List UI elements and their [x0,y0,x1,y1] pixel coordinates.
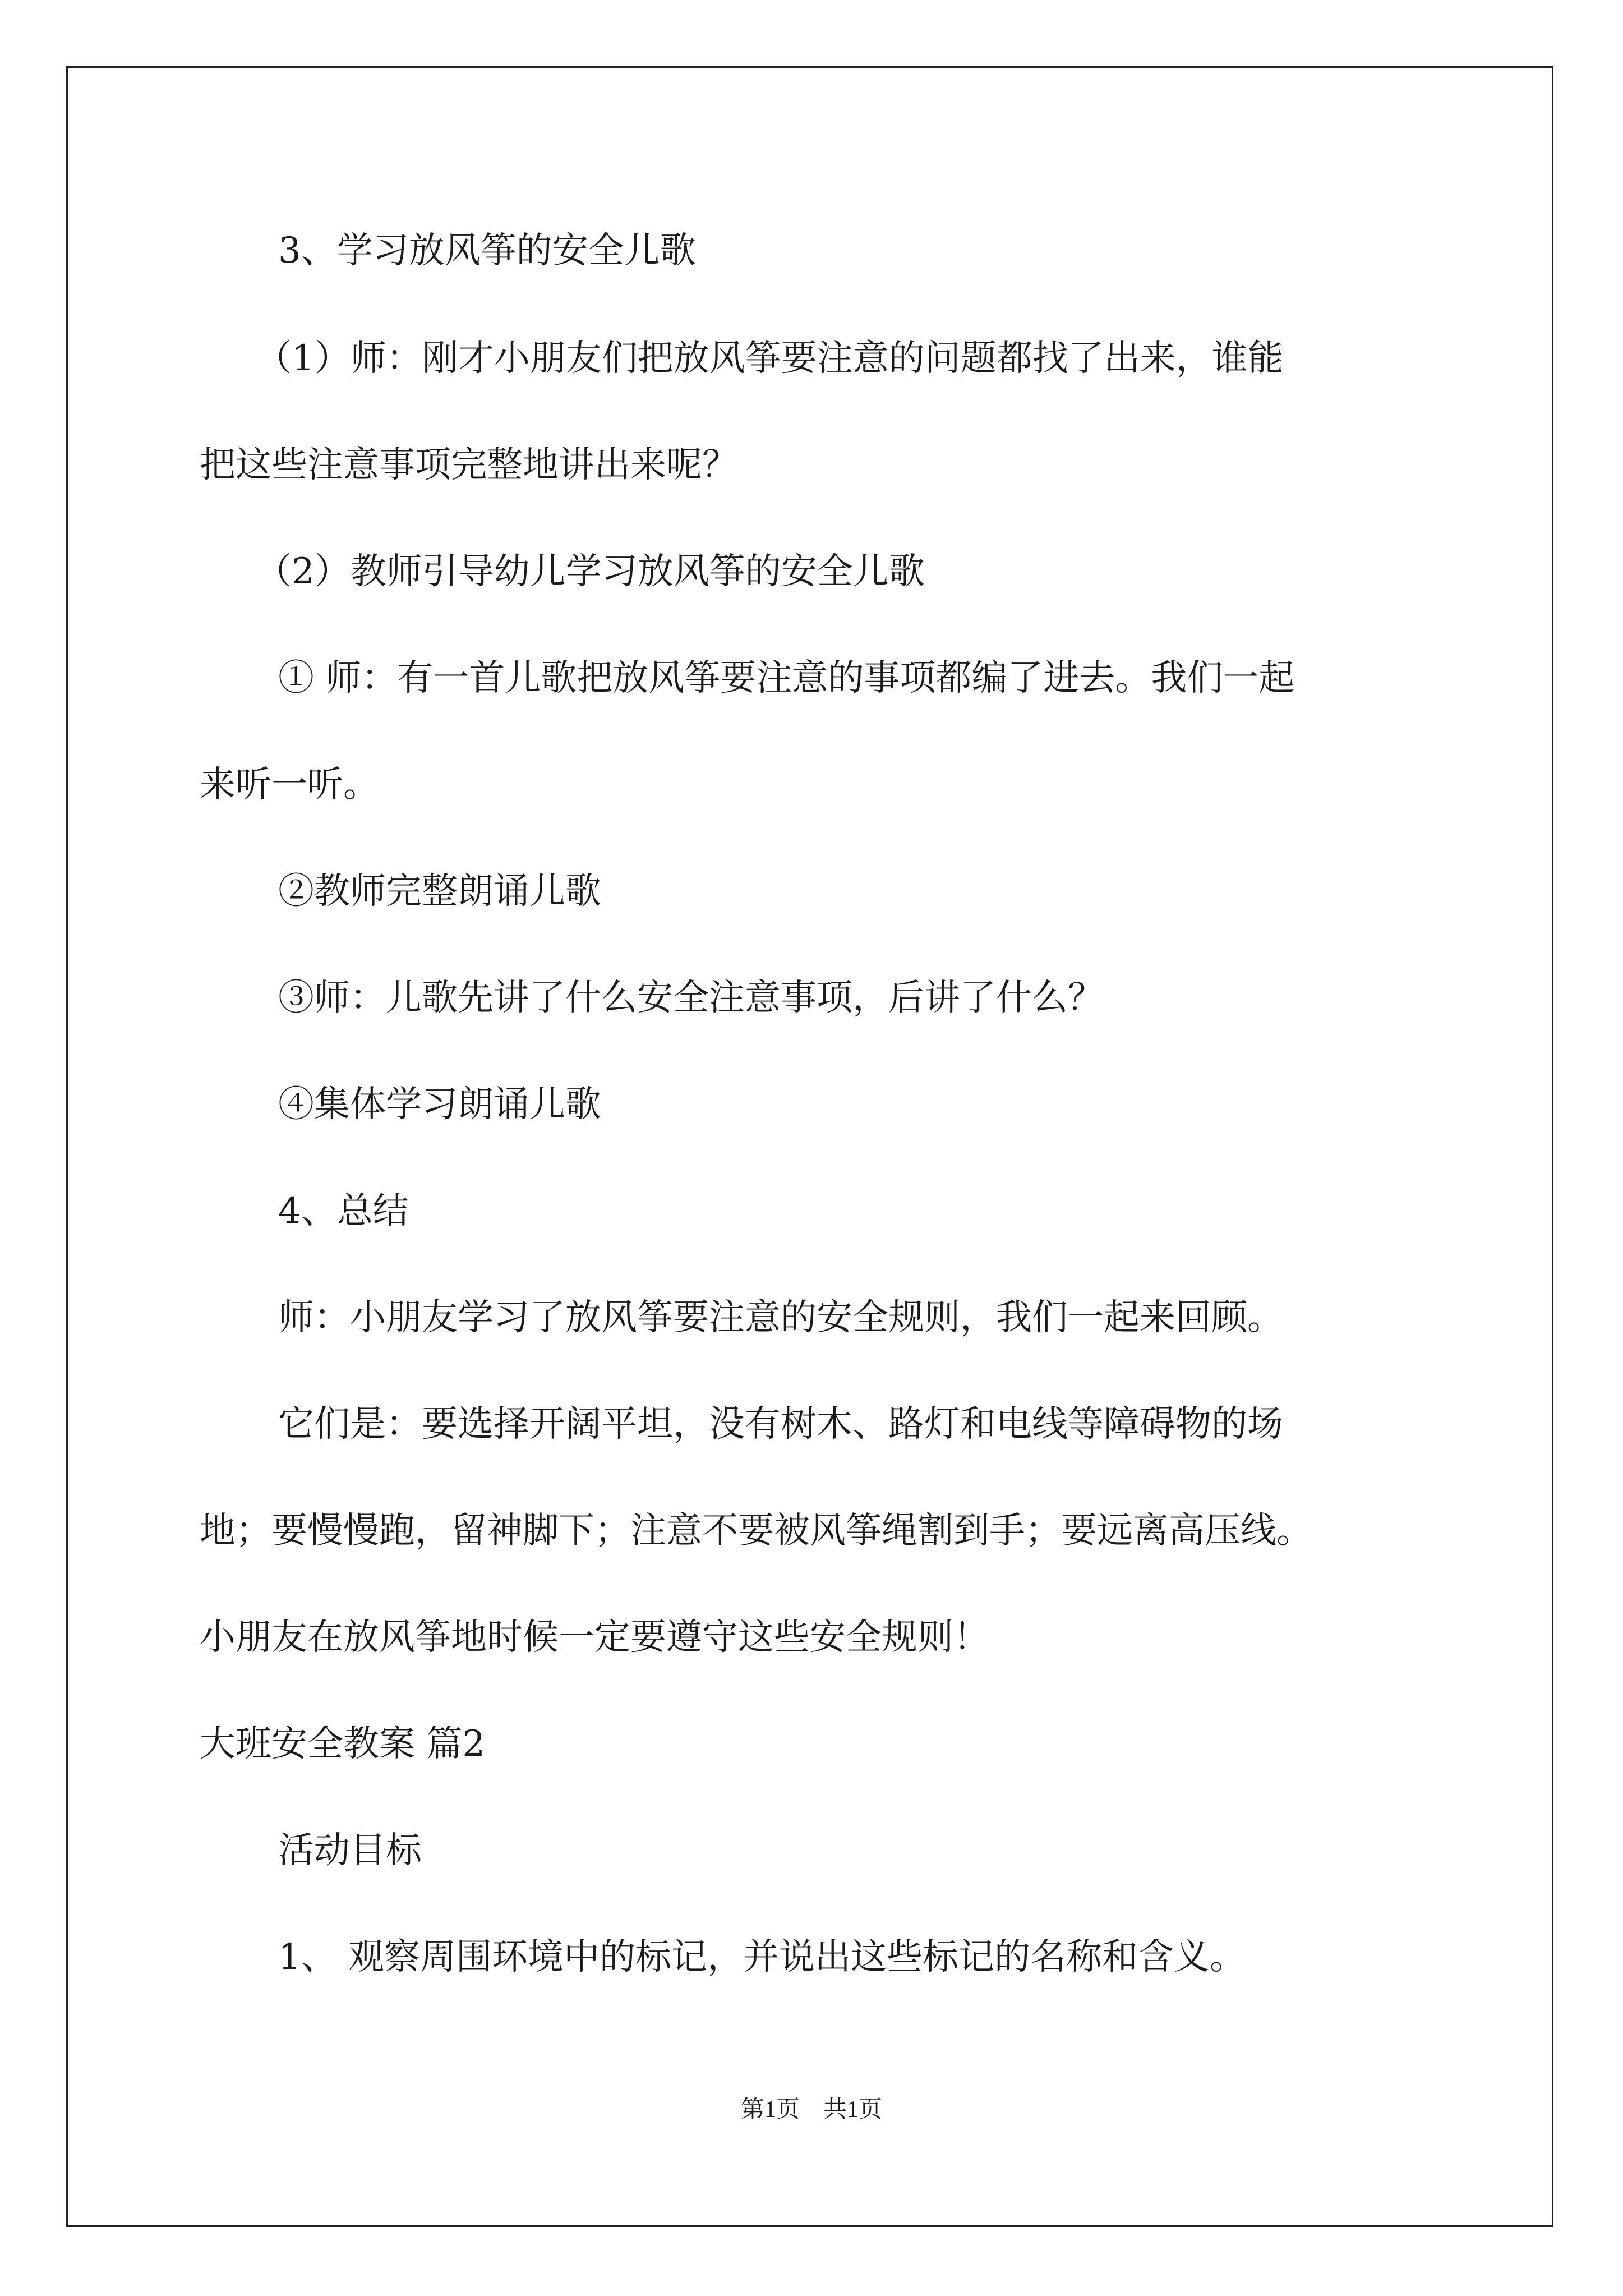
section-heading: 3、学习放风筝的安全儿歌 [278,230,696,272]
paragraph-line: 来听一听。 [200,764,379,806]
paragraph-line: 它们是：要选择开阔平坦，没有树木、路灯和电线等障碍物的场 [278,1404,1283,1445]
page-footer: 第1页 共1页 [740,2097,882,2123]
paragraph-line: ④集体学习朗诵儿歌 [278,1084,601,1125]
paragraph-line: （1）师：刚才小朋友们把放风筝要注意的问题都找了出来，谁能 [256,338,1284,379]
paragraph-line: （2）教师引导幼儿学习放风筝的安全儿歌 [256,551,925,592]
section-heading: 4、总结 [278,1190,409,1232]
paragraph-line: 地；要慢慢跑，留神脚下；注意不要被风筝绳割到手；要远离高压线。 [200,1510,1312,1552]
paragraph-line: ③师：儿歌先讲了什么安全注意事项，后讲了什么？ [278,977,1104,1019]
section-heading: 活动目标 [278,1830,422,1871]
paragraph-line: 小朋友在放风筝地时候一定要遵守这些安全规则！ [200,1617,989,1658]
article-title: 大班安全教案 篇2 [200,1723,486,1765]
paragraph-line: 师：小朋友学习了放风筝要注意的安全规则，我们一起来回顾。 [278,1297,1283,1338]
paragraph-line: ②教师完整朗诵儿歌 [278,871,601,912]
paragraph-line: 把这些注意事项完整地讲出来呢？ [200,444,738,486]
paragraph-line: 1、 观察周围环境中的标记，并说出这些标记的名称和含义。 [278,1936,1246,1978]
paragraph-line: ① 师：有一首儿歌把放风筝要注意的事项都编了进去。我们一起 [278,657,1295,699]
